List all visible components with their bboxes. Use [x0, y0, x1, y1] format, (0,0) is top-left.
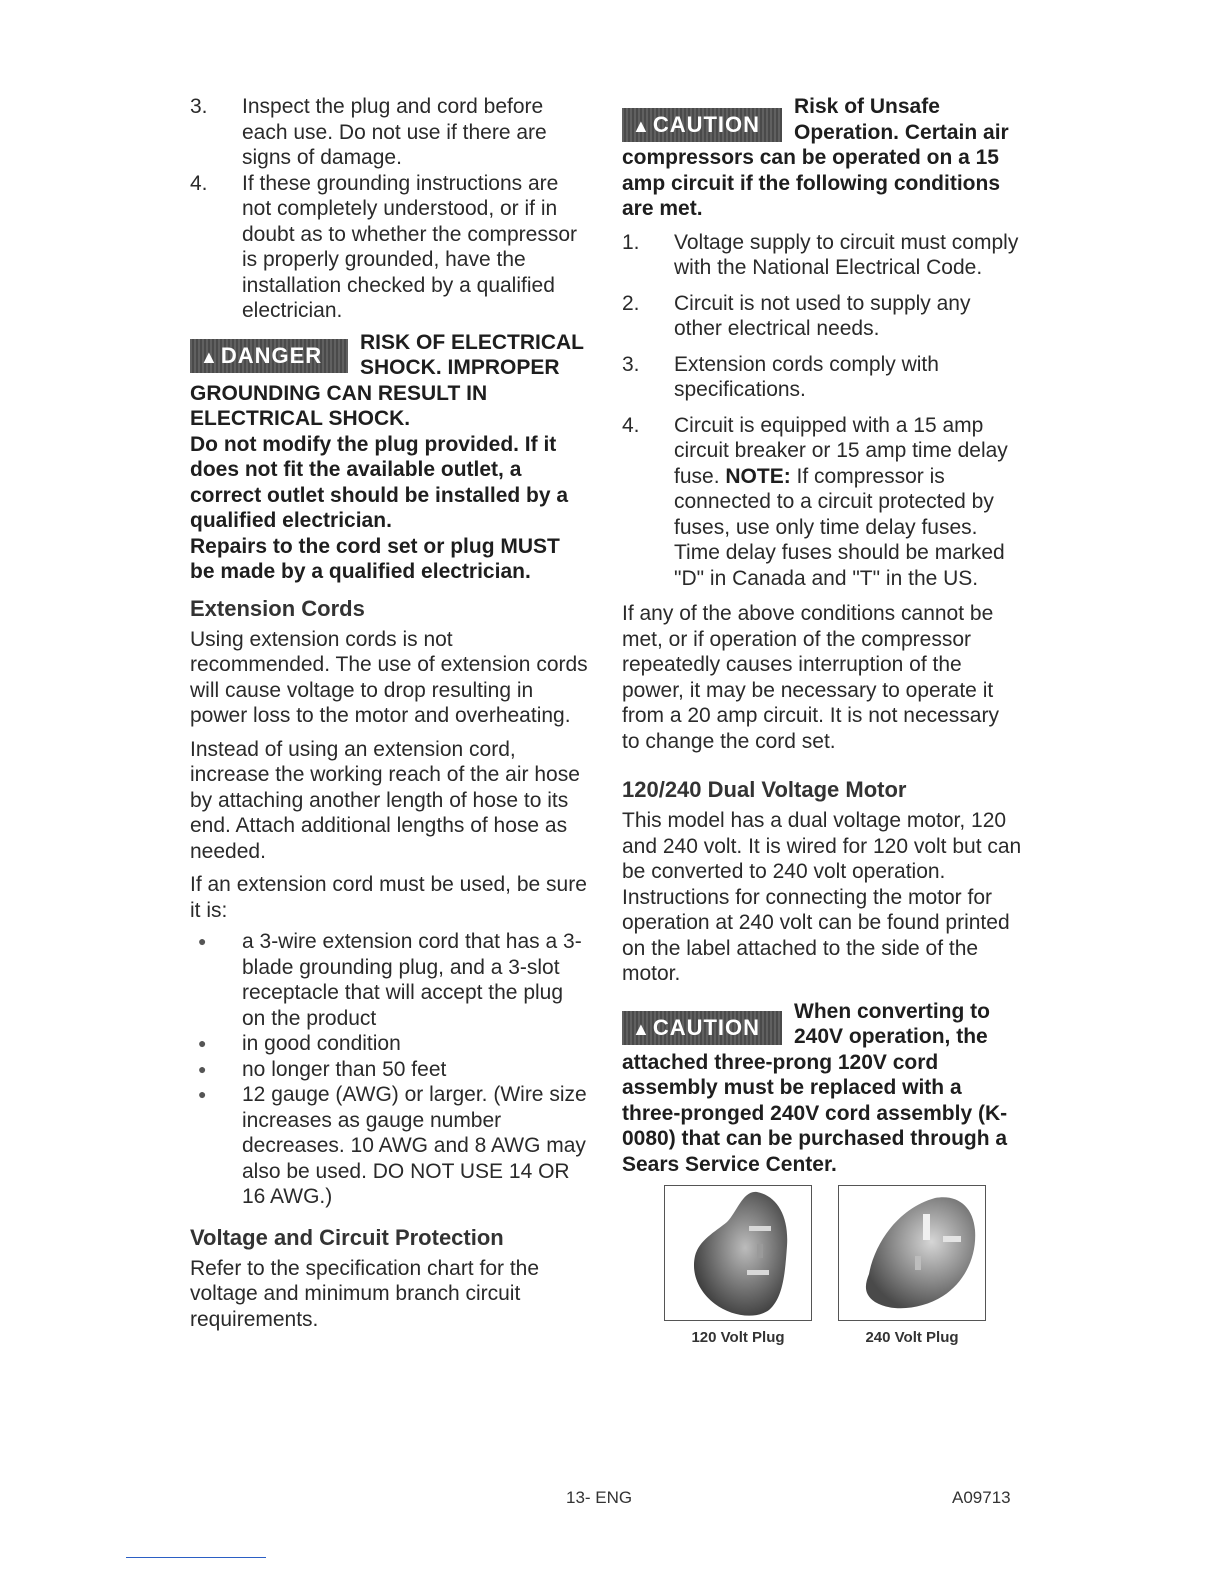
left-column [190, 94, 590, 1332]
list-item [190, 1082, 590, 1210]
list-item [622, 413, 1022, 592]
bullet-icon: ● [198, 1086, 207, 1102]
figure-caption: 120 Volt Plug [691, 1329, 785, 1346]
item-number: 1. [622, 230, 640, 254]
list-item [190, 1031, 590, 1057]
item-text: no longer than 50 feet [242, 1057, 447, 1081]
caution-warning [622, 999, 1022, 1178]
danger-heading: RISK OF ELECTRICAL SHOCK. IMPROPER GROUNDING CAN RESULT IN ELECTRICAL SHOCK. [190, 330, 584, 430]
item-text: Extension cords comply with specifications. [674, 352, 939, 401]
figure-120v [664, 1185, 812, 1346]
document-code: A09713 [952, 1488, 1011, 1507]
section-heading: 120/240 Dual Voltage Motor [622, 777, 907, 802]
item-number: 3. [622, 352, 640, 376]
caution-heading: When converting to 240V operation, the attached three-prong 120V cord assembly must be replaced with a three-pronged 240V cord assembly (K-0080) that can be purchased through a Sears Service Center. [622, 999, 1008, 1176]
caution-badge [622, 108, 782, 142]
section-heading: Voltage and Circuit Protection [190, 1224, 504, 1250]
item-text: Inspect the plug and cord before each use. Do not use if there are signs of damage. [242, 95, 547, 169]
warning-triangle-icon: ▲ [632, 1018, 651, 1039]
item-text: If these grounding instructions are not completely understood, or if in doubt as to whether the compressor is properly grounded, have the installation checked by a qualified electrician. [242, 171, 578, 322]
note-text: If compressor is connected to a circuit protected by fuses, use only time delay fuses. Time delay fuses should be marked "D" in Canada and "T" in the US. [674, 464, 1005, 590]
danger-warning [190, 330, 590, 432]
plug-figures [664, 1185, 1022, 1346]
list-item [190, 1057, 590, 1083]
caution-badge-label: CAUTION [652, 112, 761, 137]
danger-badge [190, 339, 348, 373]
item-text: Circuit is equipped with a 15 amp circuit breaker or 15 amp time delay fuse. [674, 413, 1008, 488]
list-item [190, 94, 590, 171]
section-heading: Extension Cords [190, 595, 365, 621]
list-item [190, 171, 590, 324]
danger-paragraph: Do not modify the plug provided. If it does not fit the available outlet, a correct outlet should be installed by a qualified electrician. [190, 432, 569, 532]
item-number: 2. [622, 291, 640, 315]
page-number: 13- ENG [566, 1488, 633, 1507]
item-number: 3. [190, 95, 208, 118]
warning-triangle-icon: ▲ [632, 116, 651, 136]
figure-240v [838, 1185, 986, 1346]
grounding-list [190, 94, 590, 324]
plug-240v-icon [839, 1186, 985, 1320]
item-text: 12 gauge (AWG) or larger. (Wire size increases as gauge number decreases. 10 AWG and 8 AWG may also be used. DO NOT USE 14 OR 16 AWG.) [242, 1083, 587, 1208]
body-paragraph: If any of the above conditions cannot be met, or if operation of the compressor repeatedly causes interruption of the power, it may be necessary to operate it from a 20 amp circuit. It is not necessary to change the cord set. [622, 602, 999, 753]
body-paragraph: Using extension cords is not recommended. The use of extension cords will cause voltage to drop resulting in power loss to the motor and overheating. [190, 627, 588, 727]
warning-triangle-icon: ▲ [200, 346, 219, 367]
right-column [622, 94, 1022, 1346]
danger-badge-label: DANGER [220, 342, 323, 368]
caution-heading: Risk of Unsafe Operation. Certain air compressors can be operated on a 15 amp circuit if the following conditions are met. [622, 95, 1009, 220]
plug-120v-image [664, 1185, 812, 1321]
bullet-icon: ● [198, 1060, 207, 1077]
body-paragraph: If an extension cord must be used, be sure it is: [190, 873, 587, 922]
body-paragraph: This model has a dual voltage motor, 120 and 240 volt. It is wired for 120 volt but can be converted to 240 volt operation. Instructions for connecting the motor for operation at 240 volt can be found printed on the label attached to the side of the motor. [622, 809, 1022, 985]
list-item [622, 291, 1022, 342]
plug-120v-icon [665, 1186, 811, 1320]
item-number: 4. [622, 413, 640, 437]
list-item [622, 230, 1022, 281]
caution-warning [622, 94, 1022, 222]
plug-240v-image [838, 1185, 986, 1321]
bullet-icon: ● [198, 1035, 207, 1051]
extension-requirements-list [190, 929, 590, 1210]
item-text: Voltage supply to circuit must comply with the National Electrical Code. [674, 230, 1019, 279]
note-label: NOTE: [725, 464, 791, 488]
item-text: in good condition [242, 1032, 401, 1055]
item-text: a 3-wire extension cord that has a 3-blade grounding plug, and a 3-slot receptacle that will accept the plug on the product [242, 930, 582, 1030]
caution-badge [622, 1011, 782, 1045]
list-item [622, 352, 1022, 403]
body-paragraph: Instead of using an extension cord, increase the working reach of the air hose by attaching another length of hose to its end. Attach additional lengths of hose as needed. [190, 737, 580, 863]
footnote-divider [126, 1557, 266, 1558]
caution-badge-label: CAUTION [652, 1014, 761, 1040]
body-paragraph: Refer to the specification chart for the voltage and minimum branch circuit requirements. [190, 1256, 540, 1331]
bullet-icon: ● [198, 933, 207, 949]
conditions-list [622, 230, 1022, 592]
item-number: 4. [190, 171, 208, 195]
figure-caption: 240 Volt Plug [865, 1329, 959, 1346]
item-text: Circuit is not used to supply any other electrical needs. [674, 291, 971, 340]
danger-paragraph: Repairs to the cord set or plug MUST be made by a qualified electrician. [190, 534, 560, 583]
list-item [190, 929, 590, 1031]
